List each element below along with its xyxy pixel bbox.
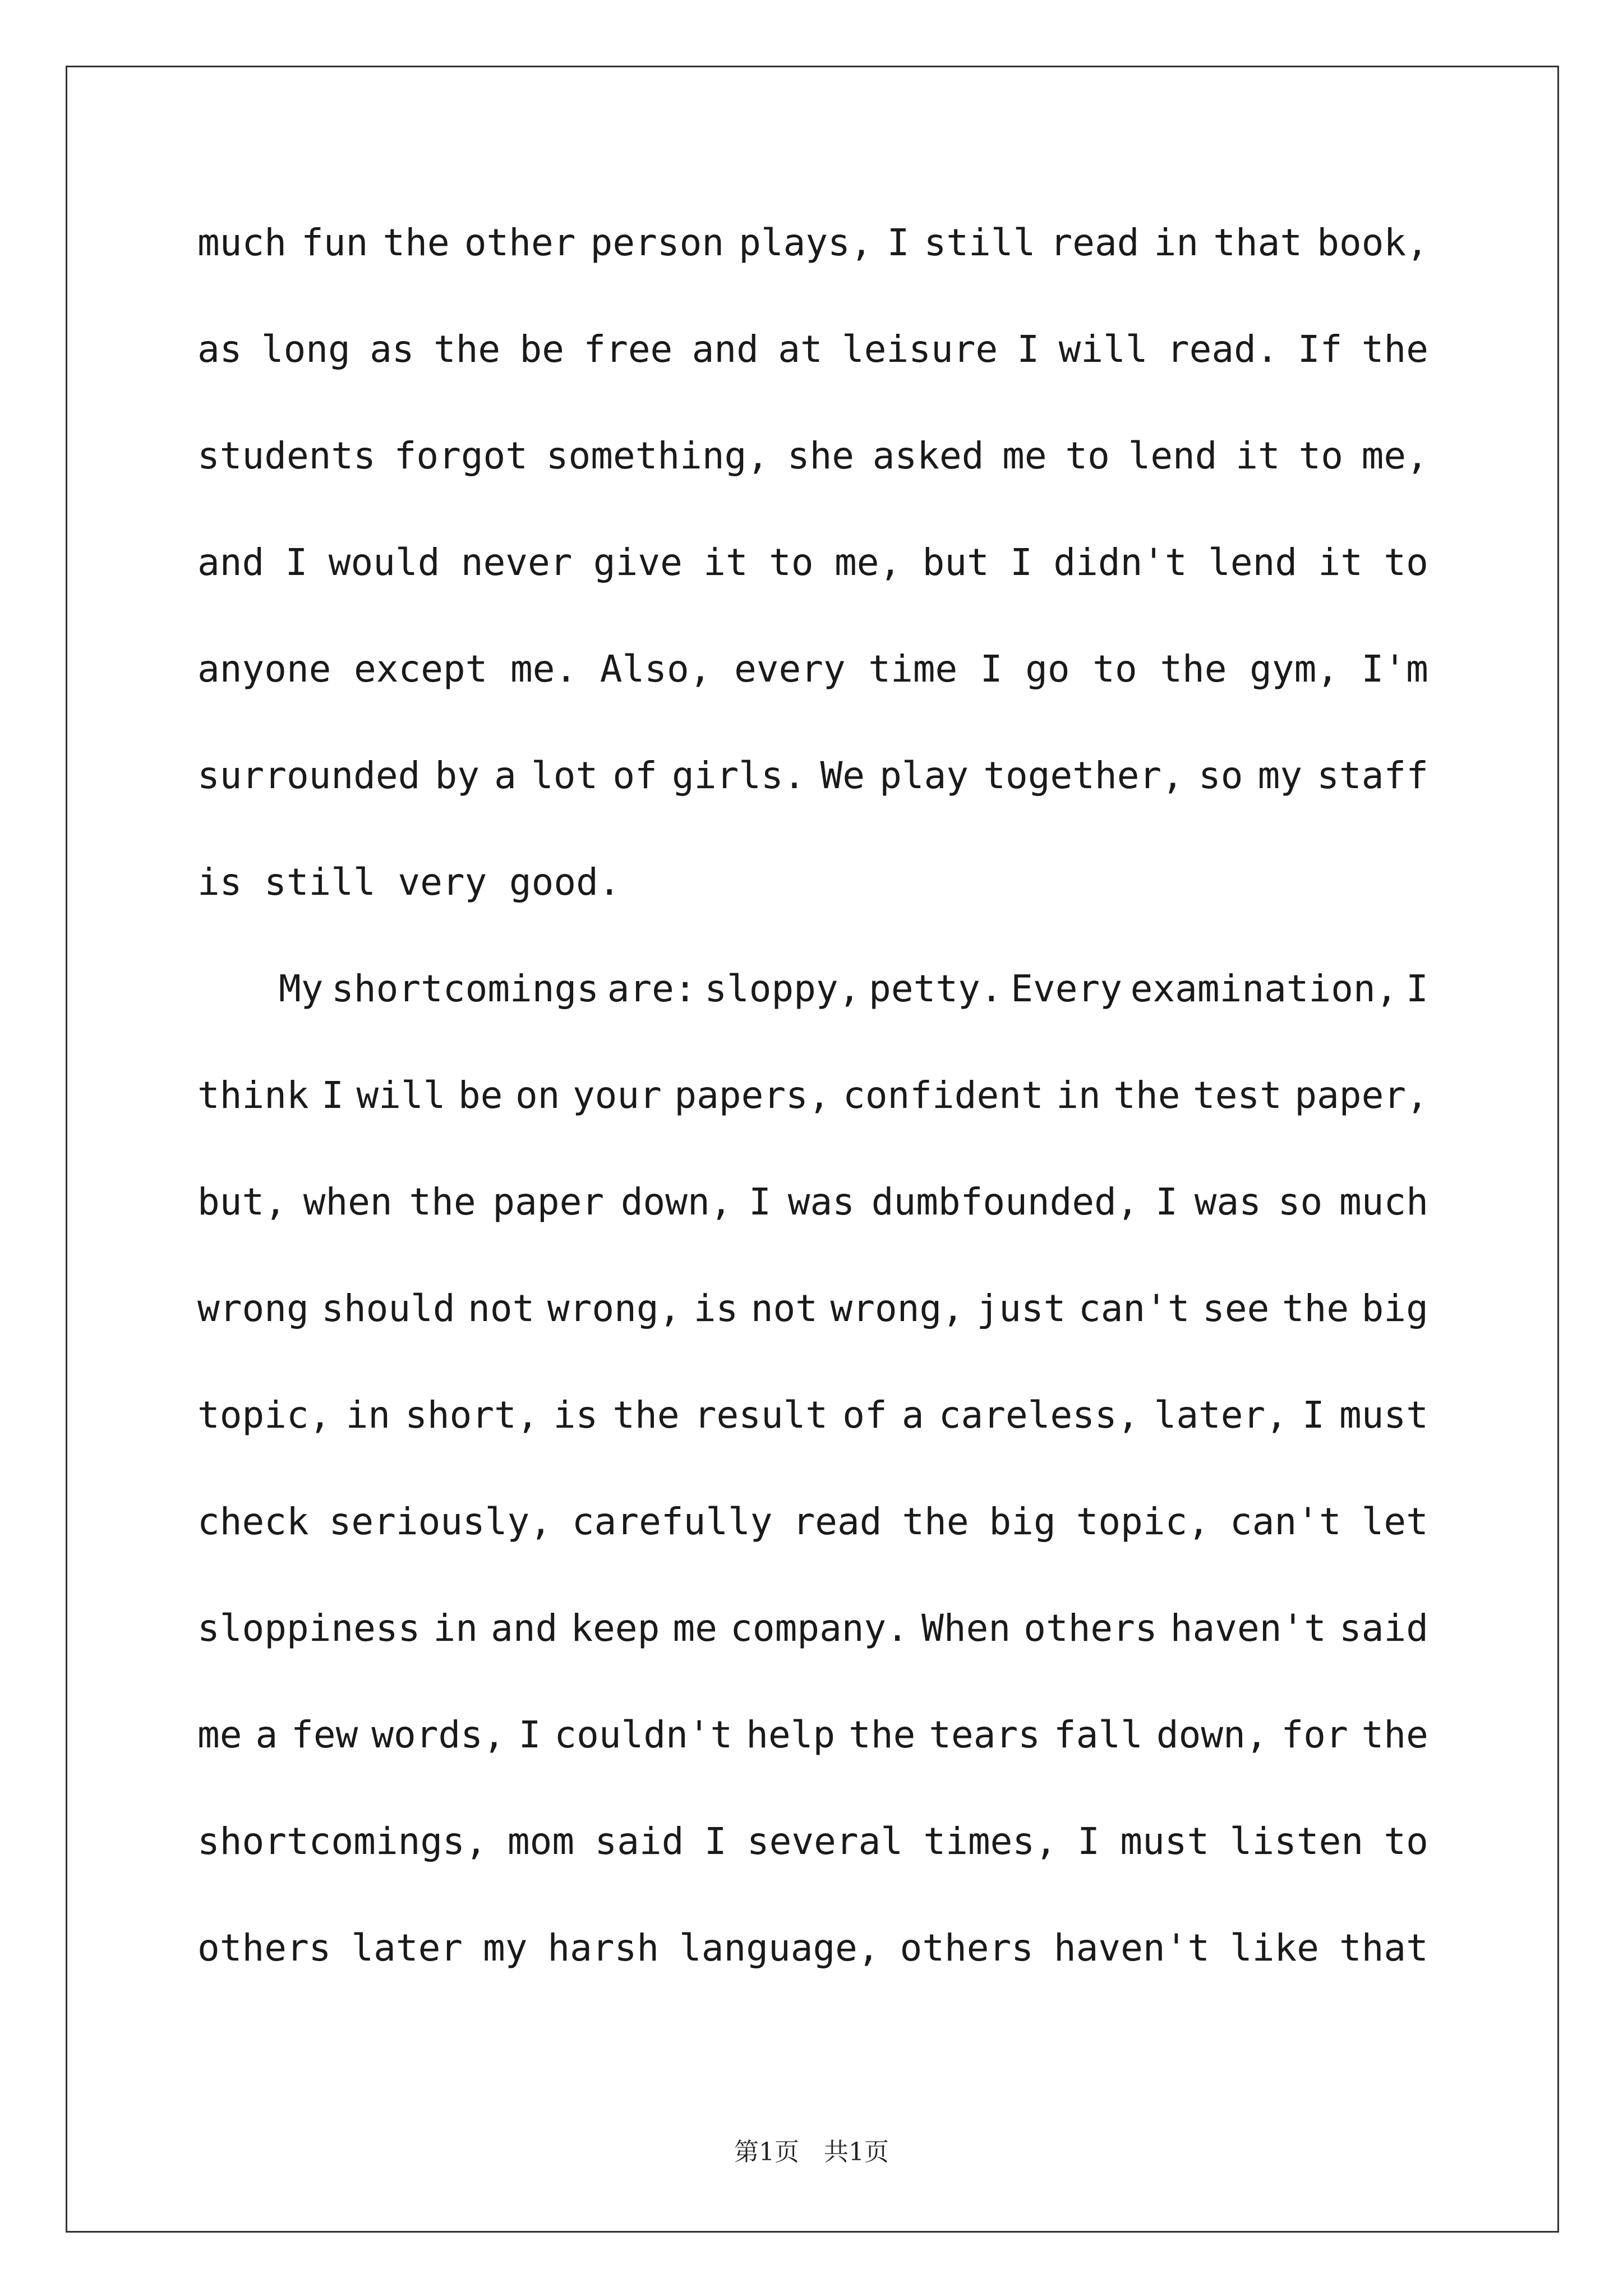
text-line: think I will be on your papers, confident in the test paper, — [197, 1074, 1428, 1117]
page-number-footer: 第1页 共1页 — [734, 2138, 889, 2166]
text-line: as long as the be free and at leisure I will read. If the — [197, 328, 1428, 371]
text-line: topic, in short, is the result of a careless, later, I must — [197, 1393, 1428, 1437]
text-line: anyone except me. Also, every time I go to the gym, I'm — [197, 647, 1428, 691]
document-body — [197, 221, 1428, 2036]
text-line: much fun the other person plays, I still read in that book, — [197, 221, 1428, 264]
text-line: students forgot something, she asked me to lend it to me, — [197, 434, 1428, 477]
text-line: check seriously, carefully read the big topic, can't let — [197, 1500, 1428, 1543]
text-line: others later my harsh language, others haven't like that — [197, 1926, 1428, 1970]
text-line: is still very good. — [197, 861, 621, 904]
text-line: shortcomings, mom said I several times, I must listen to — [197, 1820, 1428, 1863]
text-line: me a few words, I couldn't help the tears fall down, for the — [197, 1713, 1428, 1756]
text-line: sloppiness in and keep me company. When others haven't said — [197, 1607, 1428, 1650]
text-line: surrounded by a lot of girls. We play together, so my staff — [197, 754, 1428, 797]
text-line: but, when the paper down, I was dumbfounded, I was so much — [197, 1180, 1428, 1223]
text-line: and I would never give it to me, but I didn't lend it to — [197, 541, 1428, 584]
text-line: wrong should not wrong, is not wrong, just can't see the big — [197, 1287, 1428, 1330]
paragraph-first-line: My shortcomings are: sloppy, petty. Every examination, I — [279, 967, 1428, 1010]
